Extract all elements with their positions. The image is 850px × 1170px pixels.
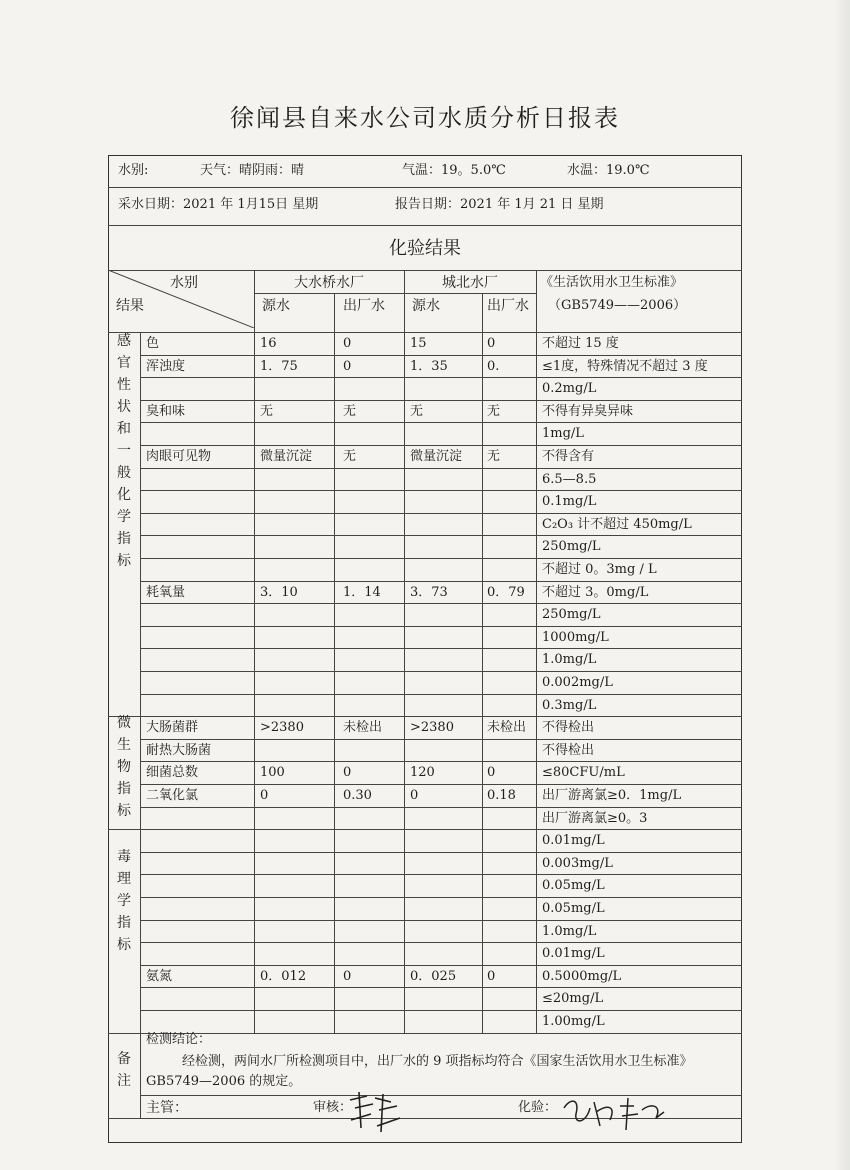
cell-std: 0.5000mg/L xyxy=(542,968,622,984)
cell-std: 不得检出 xyxy=(542,720,595,736)
cell-p2-out: 0．79 xyxy=(487,584,525,600)
reviewer-signature xyxy=(345,1088,405,1138)
category-sensory: 感 官 性 状 和 一 般 化 学 指 标 xyxy=(117,333,131,569)
cell-p2-out: 0 xyxy=(487,765,496,781)
cell-p2-out: 0 xyxy=(487,968,496,984)
cell-std: 出厂游离氯≥0．1mg/L xyxy=(542,788,682,803)
weather-info: 天气：晴阴雨：晴 xyxy=(200,163,305,178)
cell-std: 不超过 0。3mg / L xyxy=(542,562,657,577)
cell-std: 250mg/L xyxy=(542,607,601,623)
category-remark: 备 注 xyxy=(117,1051,131,1089)
cell-item: 臭和味 xyxy=(146,403,186,419)
cell-std: 0.05mg/L xyxy=(542,878,605,894)
header-plant1: 大水桥水厂 xyxy=(294,275,364,291)
cell-p2-out: 无 xyxy=(487,449,501,464)
cell-p2-raw: 无 xyxy=(410,403,424,419)
cell-p1-raw: 0 xyxy=(260,788,269,803)
cell-p2-raw: >2380 xyxy=(410,720,454,736)
cell-p2-raw: 0．025 xyxy=(410,968,457,984)
cell-item: 耐热大肠菌 xyxy=(146,742,212,758)
water-type-label: 水别: xyxy=(118,163,149,178)
cell-p1-raw: 无 xyxy=(260,403,274,419)
header-standard-code: （GB5749——2006） xyxy=(548,298,687,313)
cell-std: 0.3mg/L xyxy=(542,697,597,713)
category-micro: 微 生 物 指 标 xyxy=(117,715,131,819)
cell-std: 出厂游离氯≥0。3 xyxy=(542,810,648,826)
cell-p1-out: 0.30 xyxy=(343,788,372,803)
page-edge xyxy=(834,0,850,1170)
header-standard-title: 《生活饮用水卫生标准》 xyxy=(540,275,684,290)
cell-std: 不得有异臭异味 xyxy=(542,403,634,419)
cell-std: 0.01mg/L xyxy=(542,833,605,849)
cell-p1-out: 1．14 xyxy=(343,584,381,600)
conclusion-label: 检测结论： xyxy=(146,1032,212,1047)
cell-std: 0.1mg/L xyxy=(542,494,597,510)
cell-item: 氨氮 xyxy=(146,968,173,984)
cell-std: 不超过 3。0mg/L xyxy=(542,584,649,600)
cell-p2-raw: 1．35 xyxy=(410,358,448,374)
cell-p1-out: 0 xyxy=(343,358,352,374)
header-p2-raw: 源水 xyxy=(412,298,440,314)
cell-std: ≤80CFU/mL xyxy=(542,765,625,781)
cell-p2-raw: 3．73 xyxy=(410,584,448,600)
cell-p1-raw: 3．10 xyxy=(260,584,298,600)
water-temp-info: 水温：19.0℃ xyxy=(567,163,650,178)
header-result: 结果 xyxy=(116,298,144,314)
cell-p1-raw: 1．75 xyxy=(260,358,298,374)
report-date: 报告日期：2021 年 1月 21 日 星期 xyxy=(395,197,604,212)
cell-item: 浑浊度 xyxy=(146,358,186,374)
cell-p1-raw: 微量沉淀 xyxy=(260,449,313,464)
cell-std: 不超过 15 度 xyxy=(542,336,619,351)
cell-std: 不得含有 xyxy=(542,449,595,464)
header-p1-raw: 源水 xyxy=(262,298,290,314)
cell-std: 0.01mg/L xyxy=(542,946,605,962)
cell-std: 1mg/L xyxy=(542,426,584,442)
category-toxic: 毒 理 学 指 标 xyxy=(117,849,131,953)
cell-std: 0.2mg/L xyxy=(542,381,597,397)
cell-p2-out: 0.18 xyxy=(487,788,516,803)
section-title: 化验结果 xyxy=(389,238,461,259)
header-plant2: 城北水厂 xyxy=(442,275,498,291)
cell-std: 1.0mg/L xyxy=(542,923,597,939)
cell-std: 1000mg/L xyxy=(542,629,609,645)
cell-p2-raw: 0 xyxy=(410,788,419,803)
cell-p2-out: 无 xyxy=(487,403,501,419)
air-temp-info: 气温：19。5.0℃ xyxy=(402,163,506,178)
cell-std: C₂O₃ 计不超过 450mg/L xyxy=(542,516,692,532)
cell-p1-out: 无 xyxy=(343,449,357,464)
cell-p1-out: 0 xyxy=(343,968,352,984)
cell-p2-raw: 15 xyxy=(410,336,427,351)
header-p2-out: 出厂水 xyxy=(487,298,529,314)
header-p1-out: 出厂水 xyxy=(343,298,385,314)
cell-p2-out: 0 xyxy=(487,336,496,351)
cell-p1-out: 未检出 xyxy=(343,720,383,736)
cell-item: 耗氧量 xyxy=(146,584,186,600)
cell-item: 肉眼可见物 xyxy=(146,449,212,464)
cell-p1-raw: >2380 xyxy=(260,720,304,736)
cell-std: ≤1度，特殊情况不超过 3 度 xyxy=(542,358,708,374)
cell-std: 0.003mg/L xyxy=(542,855,613,871)
cell-item: 大肠菌群 xyxy=(146,720,199,736)
cell-p1-raw: 16 xyxy=(260,336,277,351)
supervisor-label: 主管： xyxy=(146,1100,188,1116)
report-title: 徐闻县自来水公司水质分析日报表 xyxy=(230,104,620,132)
cell-std: 0.05mg/L xyxy=(542,901,605,916)
cell-p2-out: 未检出 xyxy=(487,720,527,736)
cell-std: 1.00mg/L xyxy=(542,1014,605,1029)
cell-p1-raw: 100 xyxy=(260,765,285,781)
cell-p1-out: 0 xyxy=(343,765,352,781)
header-water-type: 水别 xyxy=(170,275,198,291)
cell-p2-raw: 120 xyxy=(410,765,435,781)
cell-p1-out: 0 xyxy=(343,336,352,351)
cell-p2-raw: 微量沉淀 xyxy=(410,449,463,464)
cell-p1-out: 无 xyxy=(343,403,357,419)
cell-std: 250mg/L xyxy=(542,539,601,555)
cell-std: 0.002mg/L xyxy=(542,675,613,690)
tester-label: 化验： xyxy=(518,1100,558,1115)
cell-item: 二氧化氯 xyxy=(146,788,199,803)
cell-item: 细菌总数 xyxy=(146,765,199,781)
cell-std: 6.5—8.5 xyxy=(542,471,597,487)
cell-item: 色 xyxy=(146,336,160,351)
cell-p2-out: 0. xyxy=(487,358,500,374)
cell-p1-raw: 0．012 xyxy=(260,968,307,984)
cell-std: ≤20mg/L xyxy=(542,991,604,1007)
conclusion-text: 经检测，两间水厂所检测项目中，出厂水的 9 项指标均符合《国家生活饮用水卫生标准》GB5749—2006 的规定。 xyxy=(146,1054,693,1089)
tester-signature xyxy=(560,1094,670,1134)
cell-std: 1.0mg/L xyxy=(542,652,597,668)
sample-date: 采水日期：2021 年 1月15日 星期 xyxy=(118,197,319,212)
reviewer-label: 审核： xyxy=(313,1100,353,1115)
cell-std: 不得检出 xyxy=(542,742,595,758)
